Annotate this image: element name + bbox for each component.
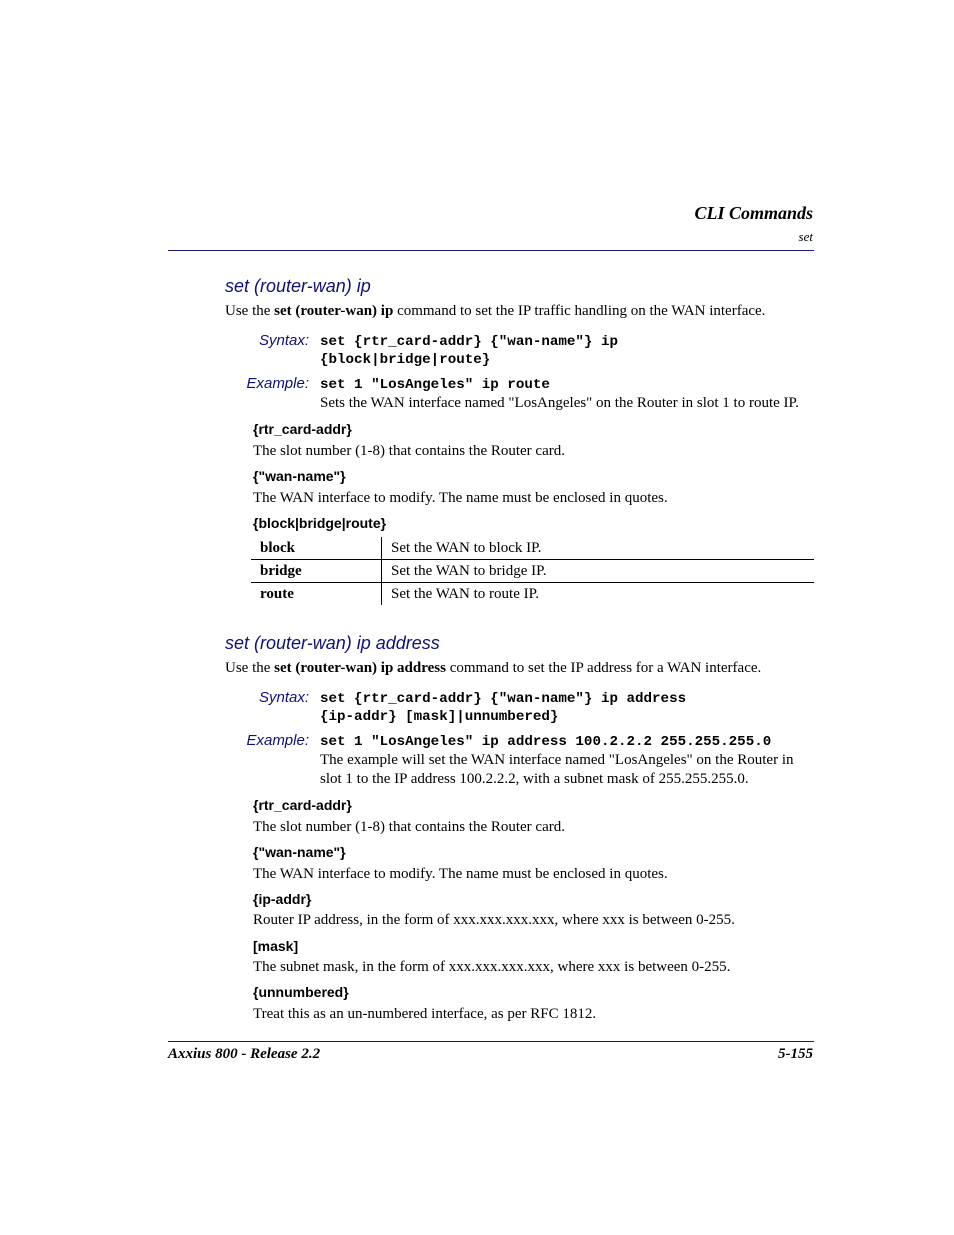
options-table (251, 537, 814, 605)
section1-param-name: {"wan-name"} (253, 468, 346, 484)
options-row (251, 537, 814, 560)
section2-param-desc: Treat this as an un-numbered interface, as per RFC 1812. (253, 1006, 597, 1022)
footer-rule (168, 1041, 814, 1042)
section2-param-name: {ip-addr} (253, 891, 312, 907)
option-key: block (251, 537, 382, 560)
section1-example-code: set 1 "LosAngeles" ip route (320, 377, 550, 393)
section1-intro-command: set (router-wan) ip (274, 303, 394, 319)
section2-example-desc-line-2: slot 1 to the IP address 100.2.2.2, with a subnet mask of 255.255.255.0. (320, 771, 749, 787)
section1-example-desc: Sets the WAN interface named "LosAngeles" on the Router in slot 1 to route IP. (320, 395, 799, 411)
section1-syntax-line-1: set {rtr_card-addr} {"wan-name"} ip (320, 334, 618, 350)
section2-syntax-line-2: {ip-addr} [mask]|unnumbered} (320, 709, 559, 725)
section1-title: set (router-wan) ip (225, 276, 371, 296)
section2-param-name: {unnumbered} (253, 984, 349, 1000)
section2-example-label: Example: (246, 732, 309, 749)
section2-intro-command: set (router-wan) ip address (274, 660, 446, 676)
option-value: Set the WAN to route IP. (391, 585, 540, 602)
section2-param-desc: The subnet mask, in the form of xxx.xxx.xxx.xxx, where xxx is between 0-255. (253, 959, 731, 975)
section2-example-code: set 1 "LosAngeles" ip address 100.2.2.2 255.255.255.0 (320, 734, 772, 750)
section1-example-label: Example: (246, 375, 309, 392)
option-value: Set the WAN to block IP. (391, 539, 542, 556)
section2-param-desc: The WAN interface to modify. The name must be enclosed in quotes. (253, 866, 668, 882)
section1-param-desc: The WAN interface to modify. The name must be enclosed in quotes. (253, 490, 668, 506)
section2-title: set (router-wan) ip address (225, 633, 440, 653)
header-title: CLI Commands (694, 203, 813, 223)
section1-intro: Use the set (router-wan) ip command to set the IP traffic handling on the WAN interface. (225, 303, 766, 319)
section1-param-name: {rtr_card-addr} (253, 421, 352, 437)
option-value: Set the WAN to bridge IP. (382, 560, 815, 583)
section2-intro: Use the set (router-wan) ip address command to set the IP address for a WAN interface. (225, 660, 762, 676)
header-subtitle: set (798, 229, 813, 244)
footer-document-title: Axxius 800 - Release 2.2 (168, 1046, 321, 1062)
section2-param-name: [mask] (253, 938, 299, 954)
section2-param-name: {"wan-name"} (253, 844, 346, 860)
section1-syntax-line-2: {block|bridge|route} (320, 352, 491, 368)
section1-param-desc: The slot number (1-8) that contains the Router card. (253, 443, 565, 459)
header-rule (168, 250, 814, 251)
section2-example-desc-line-1: The example will set the WAN interface named "LosAngeles" on the Router in (320, 752, 794, 768)
section1-param-name: {block|bridge|route} (253, 515, 387, 531)
options-row (251, 583, 814, 606)
section2-syntax-label: Syntax: (258, 689, 309, 706)
footer-page-number: 5-155 (778, 1046, 813, 1062)
section2-param-desc: The slot number (1-8) that contains the Router card. (253, 819, 565, 835)
section2-syntax-line-1: set {rtr_card-addr} {"wan-name"} ip address (320, 691, 687, 707)
section2-param-desc: Router IP address, in the form of xxx.xxx.xxx.xxx, where xxx is between 0-255. (253, 912, 735, 928)
option-key: route (251, 583, 382, 606)
options-row (251, 560, 814, 583)
section2-param-name: {rtr_card-addr} (253, 797, 352, 813)
option-key: bridge (251, 560, 382, 583)
section1-syntax-label: Syntax: (258, 332, 309, 349)
